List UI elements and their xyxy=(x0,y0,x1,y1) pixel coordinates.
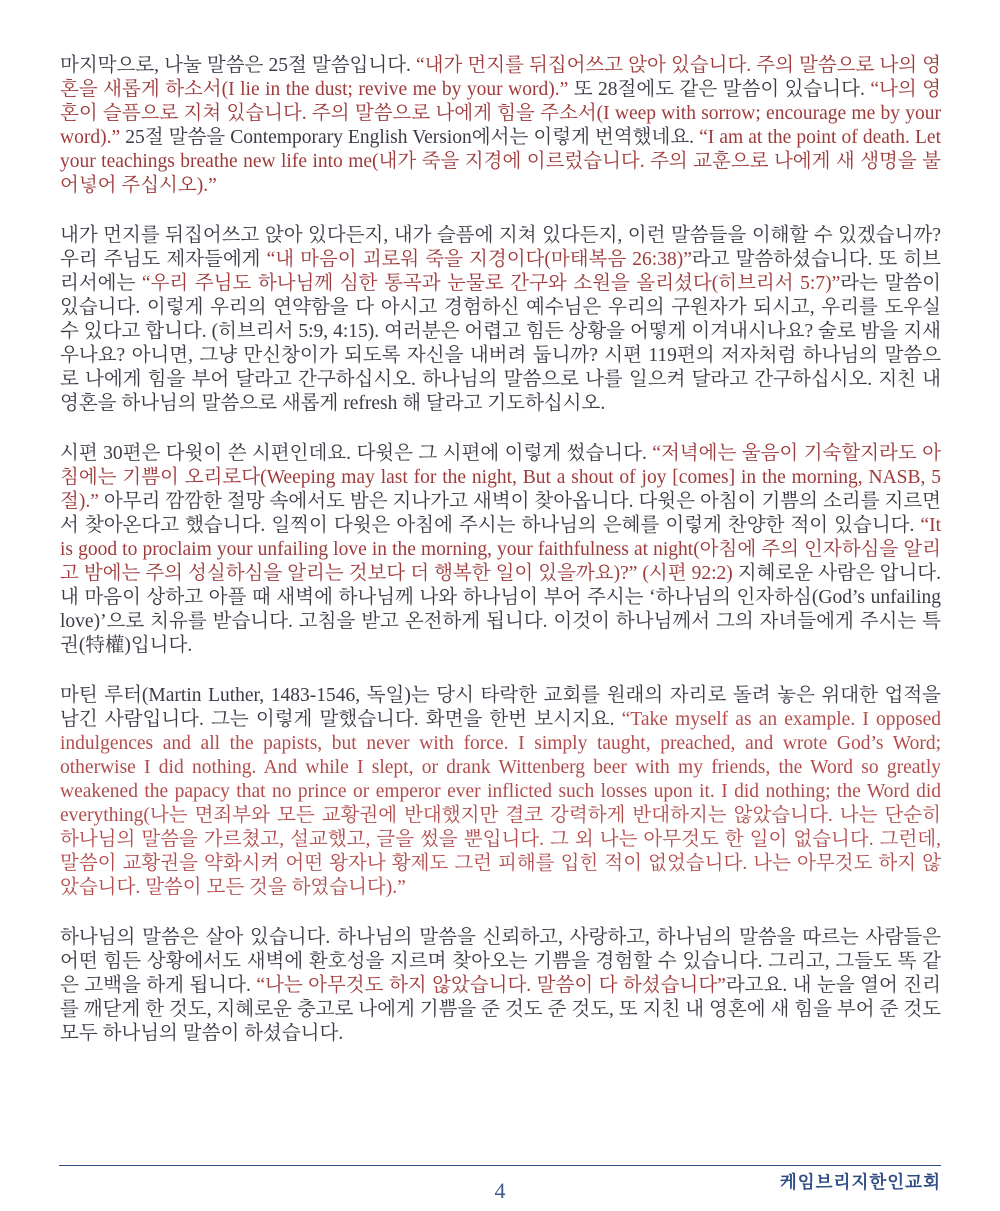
body-text: 마지막으로, 나눌 말씀은 25절 말씀입니다. xyxy=(60,55,416,76)
body-text: 마틴 루터(Martin Luther, 1483-1546, 독일)는 당시 타락한 교회를 원래의 자리로 돌려 놓은 위대한 업적을 남긴 사람입니다. 그는 이렇게 말했습니다. 화면을 한번 보시지요. xyxy=(60,685,946,730)
quote-text: “나는 아무것도 하지 않았습니다. 말씀이 다 하셨습니다” xyxy=(256,975,726,996)
body-text: 또 28절에도 같은 말씀이 있습니다. xyxy=(568,79,871,100)
quote-text: “I am at the point of death. Let your teachings breathe new life into me(내가 죽을 지경에 이르렀습니다. 주의 교훈으로 나에게 새 생명을 불어넣어 주십시오).” xyxy=(60,127,946,196)
footer-divider xyxy=(59,1165,941,1166)
paragraph-1 xyxy=(60,54,946,198)
page-number: 4 xyxy=(494,1178,506,1203)
paragraph-4 xyxy=(60,684,946,900)
quote-text: “저녁에는 울음이 기숙할지라도 아침에는 기쁨이 오리로다(Weeping may last for the night, But a shout of joy [comes] in the morning, NASB, 5절).” xyxy=(60,443,942,512)
body-text: 내가 먼지를 뒤집어쓰고 앉아 있다든지, 내가 슬픔에 지쳐 있다든지, 이런 말씀들을 이해할 수 있겠습니까? 우리 주님도 제자들에게 xyxy=(60,225,946,270)
body-text: 지혜로운 사람은 압니다. 내 마음이 상하고 아플 때 새벽에 하나님께 나와 하나님이 부어 주시는 ‘하나님의 인자하심(God’s unfailing love)’으로 치유를 받습니다. 고침을 받고 온전하게 됩니다. 이것이 하나님께서 그의 자녀들에게 주시는 특권(特權)입니다. xyxy=(60,563,946,656)
paragraph-3 xyxy=(60,442,946,658)
quote-text: “나의 영혼이 슬픔으로 지쳐 있습니다. 주의 말씀으로 나에게 힘을 주소서(I weep with sorrow; encourage me by your word).” xyxy=(60,79,946,148)
quote-text: “Take myself as an example. I opposed indulgences and all the papists, but never with force. I simply taught, preached, and wrote God’s Word; otherwise I did nothing. And while I slept, or drank Wittenberg beer with my friends, the Word so greatly weakened the papacy that no prince or emperor ever inflicted such losses upon it. I did nothing; the Word did everything(나는 면죄부와 모든 교황권에 반대했지만 결코 강력하게 반대하지는 않았습니다. 나는 단순히 하나님의 말씀을 가르쳤고, 설교했고, 글을 썼을 뿐입니다. 그 외 나는 아무것도 한 일이 없습니다. 그런데, 말씀이 교황권을 약화시켜 어떤 왕자나 황제도 그런 피해를 입힌 적이 없었습니다. 나는 아무것도 하지 않았습니다. 말씀이 모든 것을 하였습니다).” xyxy=(60,709,946,898)
body-text: 라는 말씀이 있습니다. 이렇게 우리의 연약함을 다 아시고 경험하신 예수님은 우리의 구원자가 되시고, 우리를 도우실 수 있다고 합니다. (히브리서 5:9, 4:15). 여러분은 어렵고 힘든 상황을 어떻게 이겨내시나요? 술로 밤을 지새우나요? 아니면, 그냥 만신창이가 되도록 자신을 내버려 둡니까? 시편 119편의 저자처럼 하나님의 말씀으로 나에게 힘을 부어 달라고 간구하십시오. 하나님의 말씀으로 나를 일으켜 달라고 간구하십시오. 지친 내 영혼을 하나님의 말씀으로 새롭게 refresh 해 달라고 기도하십시오. xyxy=(60,273,946,414)
quote-text: “내 마음이 괴로워 죽을 지경이다(마태복음 26:38)” xyxy=(266,249,692,270)
body-text: 라고 말씀하셨습니다. 또 히브리서에는 xyxy=(60,249,941,294)
paragraph-5 xyxy=(60,926,946,1046)
body-text: 시편 30편은 다윗이 쓴 시편인데요. 다윗은 그 시편에 이렇게 썼습니다. xyxy=(60,443,653,464)
footer-church-name: 케임브리지한인교회 xyxy=(779,1172,941,1192)
quote-text: “It is good to proclaim your unfailing love in the morning, your faithfulness at night(아침에 주의 인자하심을 알리고 밤에는 주의 성실하심을 알리는 것보다 더 행복한 일이 있을까요)?” (시편 92:2) xyxy=(60,515,946,584)
body-text: 아무리 깜깜한 절망 속에서도 밤은 지나가고 새벽이 찾아옵니다. 다윗은 아침이 기쁨의 소리를 지르면서 찾아온다고 했습니다. 일찍이 다윗은 아침에 주시는 하나님의 은혜를 이렇게 찬양한 적이 있습니다. xyxy=(60,491,941,536)
quote-text: “우리 주님도 하나님께 심한 통곡과 눈물로 간구와 소원을 올리셨다(히브리서 5:7)” xyxy=(141,273,841,294)
body-text: 하나님의 말씀은 살아 있습니다. 하나님의 말씀을 신뢰하고, 사랑하고, 하나님의 말씀을 따르는 사람들은 어떤 힘든 상황에서도 새벽에 환호성을 지르며 찾아오는 기쁨을 경험할 수 있습니다. 그리고, 그들도 똑 같은 고백을 하게 됩니다. xyxy=(60,927,946,996)
quote-text: “내가 먼지를 뒤집어쓰고 앉아 있습니다. 주의 말씀으로 나의 영혼을 새롭게 하소서(I lie in the dust; revive me by your word).” xyxy=(60,55,941,100)
body-text: 25절 말씀을 Contemporary English Version에서는 이렇게 번역했네요. xyxy=(120,127,700,148)
document-body xyxy=(60,54,946,1046)
paragraph-2 xyxy=(60,224,946,416)
body-text: 라고요. 내 눈을 열어 진리를 깨닫게 한 것도, 지혜로운 충고로 나에게 기쁨을 준 것도 준 것도, 또 지친 내 영혼에 새 힘을 부어 준 것도 모두 하나님의 말씀이 하셨습니다. xyxy=(60,975,946,1044)
